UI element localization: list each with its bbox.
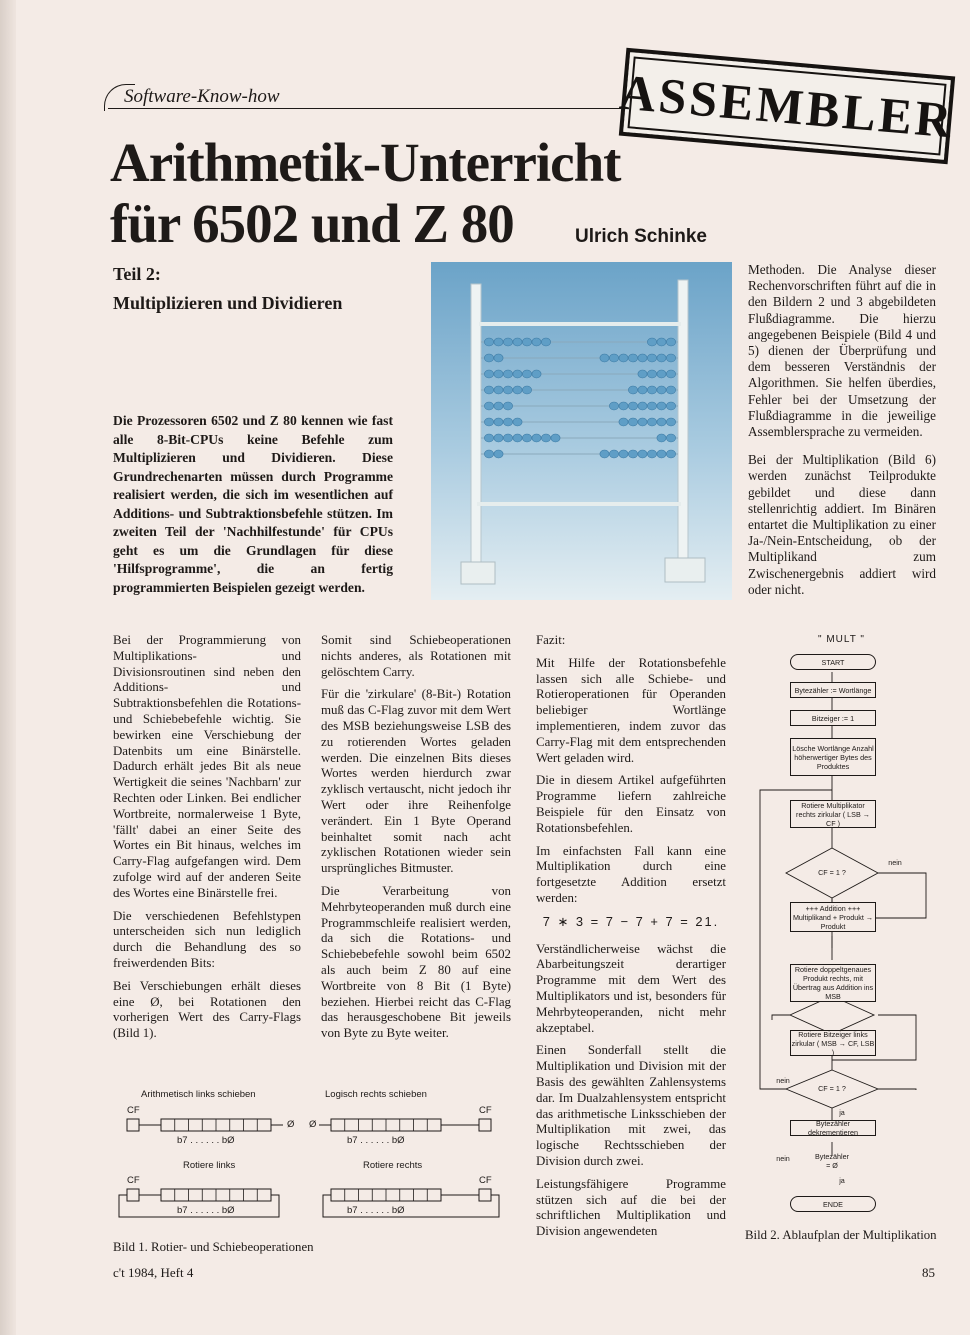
abacus-bead <box>532 370 541 378</box>
abacus-bead <box>647 354 656 362</box>
abacus-bead <box>657 402 666 410</box>
figure-1-caption: Bild 1. Rotier- und Schiebeoperationen <box>113 1240 314 1254</box>
abacus-bead <box>657 450 666 458</box>
column-1 <box>113 633 301 1049</box>
col3-paragraph-2: Die in diesem Artikel aufgeführten Programme liefern zahlreiche Beispiele für den Einsatz von Rotationsbefehlen. <box>536 773 726 835</box>
abacus-bead <box>600 450 609 458</box>
abacus-bead <box>666 354 675 362</box>
abacus-bead <box>513 370 522 378</box>
abacus-bead <box>541 434 550 442</box>
diagram-title-rol: Rotiere links <box>183 1160 236 1171</box>
abacus-bead <box>532 338 541 346</box>
col3-paragraph-6: Leistungsfähigere Programme stützen sich auf die bei der schriftlichen Multiplikation und Division angewendeten <box>536 1176 726 1239</box>
cf-label-1: CF <box>127 1105 140 1116</box>
title-line-2: für 6502 und Z 80 <box>110 193 514 254</box>
col3-fazit: Fazit: <box>536 633 566 647</box>
abacus-bead <box>494 450 503 458</box>
col1-paragraph-2: Die verschiedenen Befehlstypen unterscheiden sich nun lediglich durch die Behandlung des so freiwerdenden Bits: <box>113 908 301 970</box>
title-line-1: Arithmetik-Unterricht <box>110 132 621 193</box>
abacus-bead <box>666 450 675 458</box>
flowchart-end: ENDE <box>790 1196 876 1212</box>
column-2 <box>321 633 511 1049</box>
abacus-bead <box>484 370 493 378</box>
right-top-paragraph-2: Bei der Multiplikation (Bild 6) werden zunächst Teilprodukte gebildet und diese dann stellenrichtig addiert. Im Binären entartet die Multiplikation zu einer Ja-/Nein-Entscheidung, ob der Multiplikand zum Zwischenergebnis addiert wird oder nicht. <box>748 452 936 597</box>
abacus-bead <box>503 418 512 426</box>
figure-1 <box>113 1085 513 1240</box>
abacus-bead <box>513 386 522 394</box>
abacus-bead <box>513 434 522 442</box>
abacus-bead <box>503 386 512 394</box>
stamp-text: ASSEMBLER <box>617 63 957 149</box>
col2-paragraph-3: Die Verarbeitung von Mehrbyteoperanden muß durch eine Programmschleife realisiert werden, da sich die Rotations- und Schiebebefehle sowohl beim 6502 als auch beim Z 80 auf eine Wortbreite von 8 Bit (1 Byte) beziehen. Hierbei reicht das C-Flag das herausgeschobene Bit jeweils von Byte zu Byte weiter. <box>321 883 511 1041</box>
abacus-bead <box>647 402 656 410</box>
col1-paragraph-1: Bei der Programmierung von Multiplikations- und Divisionsroutinen sind neben den Additions- und Subtraktionsbefehlen die Rotations- und Schiebebefehle wichtig. Sie bewirken eine Verschiebung der Datenbits um eine Binärstelle. Dadurch erhält jedes Bit als neue Wertigkeit die seines 'Nachbarn' zur Rechten oder Linken. Bei endlicher Wortbreite, normalerweise 1 Byte, 'fällt' dabei an einer Seite des Wortes ein Bit hinaus, welches im Carry-Flag aufgefangen wird. Dem zufolge wird auf der anderen Seite des Wortes eine Binärstelle frei. <box>113 633 301 900</box>
abacus-bead <box>522 370 531 378</box>
multiplication-flowchart <box>748 630 948 1228</box>
abacus-bead <box>609 450 618 458</box>
abacus-bead <box>628 402 637 410</box>
abacus-bead <box>494 418 503 426</box>
figure-2-caption: Bild 2. Ablaufplan der Multiplikation <box>745 1228 937 1242</box>
abacus-bead <box>638 450 647 458</box>
abacus-bead <box>494 354 503 362</box>
cf-label-2: CF <box>479 1105 492 1116</box>
flowchart-step-rotate-multiplicator: Rotiere Multiplikator rechts zirkular ( LSB → CF ) <box>790 800 876 828</box>
author: Ulrich Schinke <box>575 226 707 247</box>
shift-rotate-diagrams <box>113 1085 513 1240</box>
flowchart-yes-label-3: ja <box>839 1176 845 1185</box>
abacus-bead <box>551 434 560 442</box>
abacus-bead <box>541 338 550 346</box>
flowchart-step-bitpointer: Bitzeiger := 1 <box>790 710 876 726</box>
abacus-bead <box>638 402 647 410</box>
flowchart-start: START <box>790 654 876 670</box>
flowchart-step-rotate-bitpointer: Rotiere Bitzeiger links zirkular ( MSB → CF, LSB ) <box>791 1029 875 1057</box>
subtitle-line-1: Teil 2: <box>113 264 161 284</box>
abacus-bead <box>503 370 512 378</box>
flowchart-title: " MULT " <box>818 634 865 645</box>
abacus-bead <box>522 386 531 394</box>
flowchart-decision-bytecounter: Bytezähler = Ø <box>815 1152 849 1170</box>
page-edge-shadow <box>0 0 16 1335</box>
flowchart-decision-cf-2: CF = 1 ? <box>818 1084 846 1093</box>
abacus-bead <box>494 386 503 394</box>
cf-label-4: CF <box>479 1175 492 1186</box>
abacus-bead <box>647 386 656 394</box>
flowchart-step-clear: Lösche Wortlänge Anzahl höherwertiger Bytes des Produktes <box>790 738 876 776</box>
flowchart-step-rotate-product: Rotiere doppeltgenaues Produkt rechts, mit Übertrag aus Addition ins MSB <box>790 964 876 1002</box>
bit-labels-3: b7 . . . . . . bØ <box>177 1205 235 1216</box>
abacus-bead <box>484 434 493 442</box>
abacus-bead <box>657 434 666 442</box>
article-title <box>110 132 621 254</box>
abacus-bead <box>484 338 493 346</box>
abacus-bead <box>666 434 675 442</box>
abacus-bead <box>647 338 656 346</box>
abacus-bead <box>503 434 512 442</box>
abacus-bead <box>628 386 637 394</box>
abacus-bead <box>484 386 493 394</box>
diagram-title-lsr: Logisch rechts schieben <box>325 1089 427 1100</box>
col3-paragraph-1: Mit Hilfe der Rotationsbefehle lassen sich alle Schiebe- und Rotieroperationen für Operanden beliebiger Wortlänge implementieren, indem zuvor das Carry-Flag mit dem entsprechenden Wert geladen wird. <box>536 655 726 765</box>
flowchart-yes-label-2: ja <box>839 1108 845 1117</box>
abacus-bead <box>628 418 637 426</box>
intro-paragraph: Die Prozessoren 6502 und Z 80 kennen wie fast alle 8-Bit-CPUs keine Befehle zum Multiplizieren und Dividieren. Diese Grundrechenarten müssen durch Programme realisiert werden, die sich im wesentlichen auf Additions- und Subtraktionsbefehle stützen. Im zweiten Teil der 'Nachhilfestunde' für CPUs geht es um die Grundlagen für diese 'Hilfsprogramme', die an fertig programmierten Beispielen gezeigt werden. <box>113 413 393 595</box>
abacus-bead <box>666 402 675 410</box>
abacus-bead <box>638 418 647 426</box>
abacus-bead <box>638 370 647 378</box>
abacus-bead <box>522 338 531 346</box>
abacus-bead <box>657 386 666 394</box>
abacus-bead <box>638 386 647 394</box>
footer-issue: c't 1984, Heft 4 <box>113 1265 194 1280</box>
abacus-bead <box>657 354 666 362</box>
col3-paragraph-4: Verständlicherweise wächst die Abarbeitungszeit derartiger Programme mit dem Wert des Multiplikators und ist, besonders für Mehrbyteoperanden, nicht mehr akzeptabel. <box>536 941 726 1035</box>
flowchart-no-label-1: nein <box>888 858 902 867</box>
abacus-bead <box>494 402 503 410</box>
col3-paragraph-3: Im einfachsten Fall kann eine Multiplikation durch eine fortgesetzte Addition ersetzt werden: <box>536 843 726 905</box>
abacus-bead <box>494 370 503 378</box>
multiplication-formula: 7 ∗ 3 = 7 − 7 + 7 = 21. <box>542 913 720 929</box>
zero-label-1: Ø <box>287 1119 295 1130</box>
abacus-bead <box>494 338 503 346</box>
abacus-bead <box>657 418 666 426</box>
abacus-bead <box>609 354 618 362</box>
zero-label-2: Ø <box>309 1119 317 1130</box>
abacus-bead <box>666 386 675 394</box>
col3-paragraph-5: Einen Sonderfall stellt die Multiplikation und Division mit der Basis des gewählten Zahlensystems dar. Im Dualzahlensystem entspricht das arithmetische Linksschieben der Multiplikation mit zwei, das logische Rechtsschieben der Division durch zwei. <box>536 1043 726 1168</box>
abacus-bead <box>522 434 531 442</box>
abacus-bead <box>619 418 628 426</box>
abacus-bead <box>628 450 637 458</box>
abacus-bead <box>484 402 493 410</box>
flowchart-step-decrement: Bytezähler dekrementieren <box>790 1120 876 1136</box>
col2-paragraph-1: Somit sind Schiebeoperationen nichts anderes, als Rotationen mit gelöschtem Carry. <box>321 633 511 679</box>
abacus-bead <box>619 450 628 458</box>
cf-label-3: CF <box>127 1175 140 1186</box>
abacus-bead <box>666 370 675 378</box>
column-3 <box>536 633 726 1247</box>
diagram-title-ror: Rotiere rechts <box>363 1160 423 1171</box>
flowchart-decision-cf-1: CF = 1 ? <box>818 868 846 877</box>
bit-labels-2: b7 . . . . . . bØ <box>347 1135 405 1146</box>
subtitle-line-2: Multiplizieren und Dividieren <box>113 293 343 313</box>
abacus-bead <box>600 354 609 362</box>
bit-labels-1: b7 . . . . . . bØ <box>177 1135 235 1146</box>
abacus-bead <box>484 418 493 426</box>
abacus-bead <box>647 418 656 426</box>
abacus-bead <box>619 354 628 362</box>
abacus-bead <box>657 338 666 346</box>
section-label: Software-Know-how <box>124 86 280 107</box>
subtitle <box>113 260 342 318</box>
abacus-bead <box>503 402 512 410</box>
abacus-bead <box>638 354 647 362</box>
abacus-bead <box>513 418 522 426</box>
abacus-bead <box>619 402 628 410</box>
abacus-bead <box>609 402 618 410</box>
abacus-bead <box>628 354 637 362</box>
diagram-title-asl: Arithmetisch links schieben <box>141 1089 256 1100</box>
abacus-bead <box>666 338 675 346</box>
right-top-column <box>748 262 936 605</box>
abacus-bead <box>657 370 666 378</box>
flowchart-step-bytecounter: Bytezähler := Wortlänge <box>790 682 876 698</box>
col1-paragraph-3: Bei Verschiebungen erhält dieses eine Ø, bei Rotationen den vorherigen Wert des Carry-Flags (Bild 1). <box>113 978 301 1041</box>
abacus-bead <box>647 450 656 458</box>
abacus-bead <box>503 338 512 346</box>
abacus-bead <box>532 434 541 442</box>
abacus-bead <box>484 450 493 458</box>
abacus-bead <box>494 434 503 442</box>
col2-paragraph-2: Für die 'zirkulare' (8-Bit-) Rotation muß das C-Flag zuvor mit dem Wert des MSB beziehungsweise LSB des zu rotierenden Wortes geladen werden. Die einzelnen Bits dieses Wortes werden hierdurch zwar zyklisch vertauscht, nicht jedoch ihr Wert oder ihre Reihenfolge verändert. Ein 1 Byte Operand beinhaltet somit nach acht zyklischen Rotationen wieder sein ursprüngliches Bitmuster. <box>321 687 511 876</box>
abacus-bead <box>484 354 493 362</box>
page-number: 85 <box>922 1265 935 1280</box>
flowchart-no-label-3: nein <box>776 1154 790 1163</box>
abacus-bead <box>647 370 656 378</box>
abacus-bead <box>666 418 675 426</box>
abacus-bead <box>513 338 522 346</box>
flowchart-no-label-2: nein <box>776 1076 790 1085</box>
bit-labels-4: b7 . . . . . . bØ <box>347 1205 405 1216</box>
flowchart-step-addition: +++ Addition +++ Multiplikand + Produkt → Produkt <box>790 902 876 932</box>
right-top-paragraph-1: Methoden. Die Analyse dieser Rechenvorschriften führt auf die in den Bildern 2 und 3 abgebildeten Flußdiagramme. Die hierzu angegebenen Beispiele (Bild 4 und 5) dienen der Überprüfung und dem besseren Verständnis der Algorithmen. Sie helfen überdies, Fehler bei der Umsetzung der Flußdiagramme in die jeweilige Assemblersprache zu vermeiden. <box>748 262 936 440</box>
assembler-stamp <box>619 48 955 164</box>
abacus-photo <box>431 262 732 600</box>
